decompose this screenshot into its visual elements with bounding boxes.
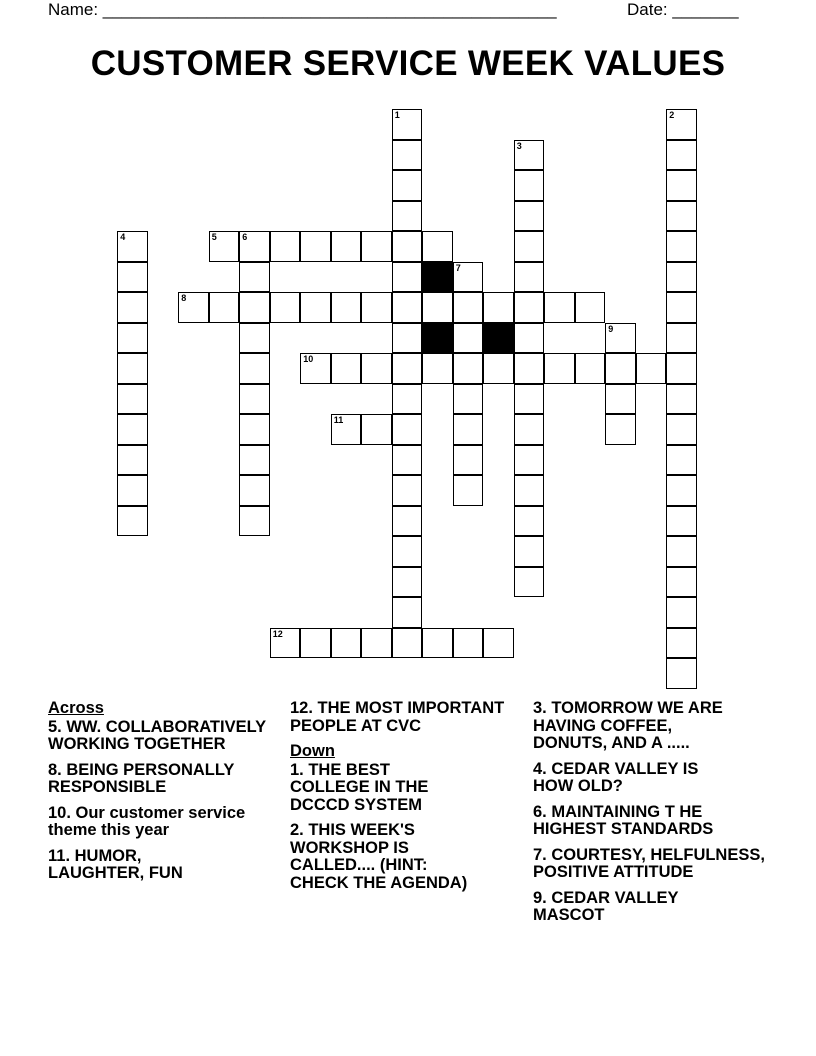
grid-cell[interactable] <box>514 445 545 476</box>
grid-cell[interactable] <box>331 292 362 323</box>
grid-cell[interactable] <box>239 445 270 476</box>
grid-cell[interactable] <box>666 292 697 323</box>
grid-cell[interactable] <box>331 353 362 384</box>
grid-cell[interactable] <box>117 262 148 293</box>
grid-cell[interactable] <box>666 201 697 232</box>
clue-number: 1 <box>394 110 400 121</box>
grid-cell[interactable] <box>575 353 606 384</box>
grid-cell[interactable] <box>361 628 392 659</box>
grid-cell[interactable] <box>453 414 484 445</box>
grid-cell[interactable] <box>483 292 514 323</box>
down-clue-1: 1. THE BEST COLLEGE IN THE DCCCD SYSTEM <box>290 760 429 814</box>
grid-cell[interactable] <box>361 414 392 445</box>
grid-cell[interactable] <box>209 231 240 262</box>
grid-cell[interactable] <box>514 262 545 293</box>
grid-cell[interactable] <box>239 506 270 537</box>
grid-cell[interactable] <box>666 445 697 476</box>
grid-cell[interactable] <box>392 597 423 628</box>
grid-cell[interactable] <box>239 231 270 262</box>
grid-cell[interactable] <box>392 567 423 598</box>
grid-cell[interactable] <box>392 170 423 201</box>
black-cell <box>422 323 453 354</box>
grid-cell[interactable] <box>514 536 545 567</box>
clue-number: 5 <box>211 232 217 243</box>
grid-cell[interactable] <box>514 170 545 201</box>
clue-number: 8 <box>181 293 187 304</box>
down-clue-4: 4. CEDAR VALLEY IS HOW OLD? <box>533 759 699 795</box>
grid-cell[interactable] <box>117 414 148 445</box>
date-field[interactable]: Date: _______ <box>627 0 739 19</box>
grid-cell[interactable] <box>514 292 545 323</box>
grid-cell[interactable] <box>117 353 148 384</box>
grid-cell[interactable] <box>392 445 423 476</box>
grid-cell[interactable] <box>392 231 423 262</box>
down-clue-7: 7. COURTESY, HELFULNESS, POSITIVE ATTITUDE <box>533 845 765 881</box>
grid-cell[interactable] <box>544 292 575 323</box>
across-clue-8: 8. BEING PERSONALLY RESPONSIBLE <box>48 760 235 796</box>
grid-cell[interactable] <box>514 384 545 415</box>
grid-cell[interactable] <box>514 506 545 537</box>
clues-column-1 <box>48 700 288 891</box>
grid-cell[interactable] <box>514 201 545 232</box>
grid-cell[interactable] <box>422 292 453 323</box>
grid-cell[interactable] <box>361 292 392 323</box>
grid-cell[interactable] <box>666 597 697 628</box>
grid-cell[interactable] <box>666 323 697 354</box>
crossword-grid <box>118 110 718 700</box>
black-cell <box>422 262 453 293</box>
grid-cell[interactable] <box>666 658 697 689</box>
grid-cell[interactable] <box>331 414 362 445</box>
down-clue-9: 9. CEDAR VALLEY MASCOT <box>533 888 679 924</box>
grid-cell[interactable] <box>239 262 270 293</box>
clue-number: 4 <box>120 232 126 243</box>
across-clue-11: 11. HUMOR, LAUGHTER, FUN <box>48 846 183 882</box>
grid-cell[interactable] <box>300 292 331 323</box>
grid-cell[interactable] <box>239 384 270 415</box>
grid-cell[interactable] <box>666 353 697 384</box>
grid-cell[interactable] <box>117 384 148 415</box>
grid-cell[interactable] <box>392 414 423 445</box>
grid-cell[interactable] <box>422 628 453 659</box>
grid-cell[interactable] <box>239 414 270 445</box>
grid-cell[interactable] <box>361 353 392 384</box>
down-clue-2: 2. THIS WEEK'S WORKSHOP IS CALLED.... (HINT: CHECK THE AGENDA) <box>290 821 468 892</box>
clue-number: 11 <box>333 415 344 426</box>
clue-number: 9 <box>608 323 614 334</box>
grid-cell[interactable] <box>666 231 697 262</box>
clue-number: 7 <box>455 262 461 273</box>
grid-cell[interactable] <box>636 353 667 384</box>
grid-cell[interactable] <box>666 628 697 659</box>
grid-cell[interactable] <box>605 384 636 415</box>
grid-cell[interactable] <box>392 536 423 567</box>
across-heading: Across <box>48 699 104 717</box>
grid-cell[interactable] <box>117 445 148 476</box>
grid-cell[interactable] <box>453 292 484 323</box>
grid-cell[interactable] <box>239 475 270 506</box>
grid-cell[interactable] <box>392 384 423 415</box>
grid-cell[interactable] <box>666 262 697 293</box>
page-title: CUSTOMER SERVICE WEEK VALUES <box>90 44 726 83</box>
grid-cell[interactable] <box>666 536 697 567</box>
grid-cell[interactable] <box>575 292 606 323</box>
grid-cell[interactable] <box>453 323 484 354</box>
grid-cell[interactable] <box>392 506 423 537</box>
grid-cell[interactable] <box>483 353 514 384</box>
grid-cell[interactable] <box>605 414 636 445</box>
grid-cell[interactable] <box>392 353 423 384</box>
grid-cell[interactable] <box>239 353 270 384</box>
grid-cell[interactable] <box>117 231 148 262</box>
grid-cell[interactable] <box>270 628 301 659</box>
grid-cell[interactable] <box>392 628 423 659</box>
clue-number: 6 <box>242 232 248 243</box>
grid-cell[interactable] <box>422 353 453 384</box>
grid-cell[interactable] <box>331 628 362 659</box>
grid-cell[interactable] <box>453 475 484 506</box>
grid-cell[interactable] <box>514 414 545 445</box>
grid-cell[interactable] <box>605 353 636 384</box>
grid-cell[interactable] <box>239 292 270 323</box>
black-cell <box>483 323 514 354</box>
grid-cell[interactable] <box>392 262 423 293</box>
grid-cell[interactable] <box>392 292 423 323</box>
grid-cell[interactable] <box>392 201 423 232</box>
grid-cell[interactable] <box>666 475 697 506</box>
grid-cell[interactable] <box>666 109 697 140</box>
grid-cell[interactable] <box>300 353 331 384</box>
grid-cell[interactable] <box>666 414 697 445</box>
clue-number: 12 <box>272 628 283 639</box>
grid-cell[interactable] <box>453 628 484 659</box>
grid-cell[interactable] <box>453 262 484 293</box>
grid-cell[interactable] <box>392 140 423 171</box>
grid-cell[interactable] <box>666 506 697 537</box>
grid-cell[interactable] <box>239 323 270 354</box>
grid-cell[interactable] <box>117 506 148 537</box>
grid-cell[interactable] <box>270 292 301 323</box>
clue-number: 10 <box>303 354 314 365</box>
across-clue-10: 10. Our customer service theme this year <box>48 803 246 839</box>
grid-cell[interactable] <box>117 323 148 354</box>
grid-cell[interactable] <box>117 475 148 506</box>
grid-cell[interactable] <box>514 231 545 262</box>
clues-column-2 <box>290 700 530 900</box>
grid-cell[interactable] <box>666 567 697 598</box>
clues-column-3 <box>533 700 773 933</box>
grid-cell[interactable] <box>209 292 240 323</box>
grid-cell[interactable] <box>392 475 423 506</box>
grid-cell[interactable] <box>514 475 545 506</box>
down-clue-6: 6. MAINTAINING T HE HIGHEST STANDARDS <box>533 802 714 838</box>
grid-cell[interactable] <box>453 353 484 384</box>
grid-cell[interactable] <box>270 231 301 262</box>
grid-cell[interactable] <box>361 231 392 262</box>
across-clue-12: 12. THE MOST IMPORTANT PEOPLE AT CVC <box>290 699 505 735</box>
down-clue-3: 3. TOMORROW WE ARE HAVING COFFEE, DONUTS, AND A ..... <box>533 699 723 752</box>
grid-cell[interactable] <box>666 170 697 201</box>
grid-cell[interactable] <box>117 292 148 323</box>
grid-cell[interactable] <box>178 292 209 323</box>
grid-cell[interactable] <box>514 353 545 384</box>
across-clue-5: 5. WW. COLLABORATIVELY WORKING TOGETHER <box>48 717 266 753</box>
grid-cell[interactable] <box>392 109 423 140</box>
name-field[interactable]: Name: ________________________________________________ <box>48 0 557 19</box>
grid-cell[interactable] <box>514 323 545 354</box>
grid-cell[interactable] <box>453 384 484 415</box>
grid-cell[interactable] <box>483 628 514 659</box>
grid-cell[interactable] <box>514 567 545 598</box>
grid-cell[interactable] <box>392 323 423 354</box>
grid-cell[interactable] <box>422 231 453 262</box>
grid-cell[interactable] <box>453 445 484 476</box>
down-heading: Down <box>290 742 335 760</box>
grid-cell[interactable] <box>666 140 697 171</box>
grid-cell[interactable] <box>331 231 362 262</box>
grid-cell[interactable] <box>300 231 331 262</box>
clue-number: 3 <box>516 140 522 151</box>
grid-cell[interactable] <box>514 140 545 171</box>
clue-number: 2 <box>669 110 675 121</box>
grid-cell[interactable] <box>605 323 636 354</box>
grid-cell[interactable] <box>300 628 331 659</box>
grid-cell[interactable] <box>666 384 697 415</box>
grid-cell[interactable] <box>544 353 575 384</box>
